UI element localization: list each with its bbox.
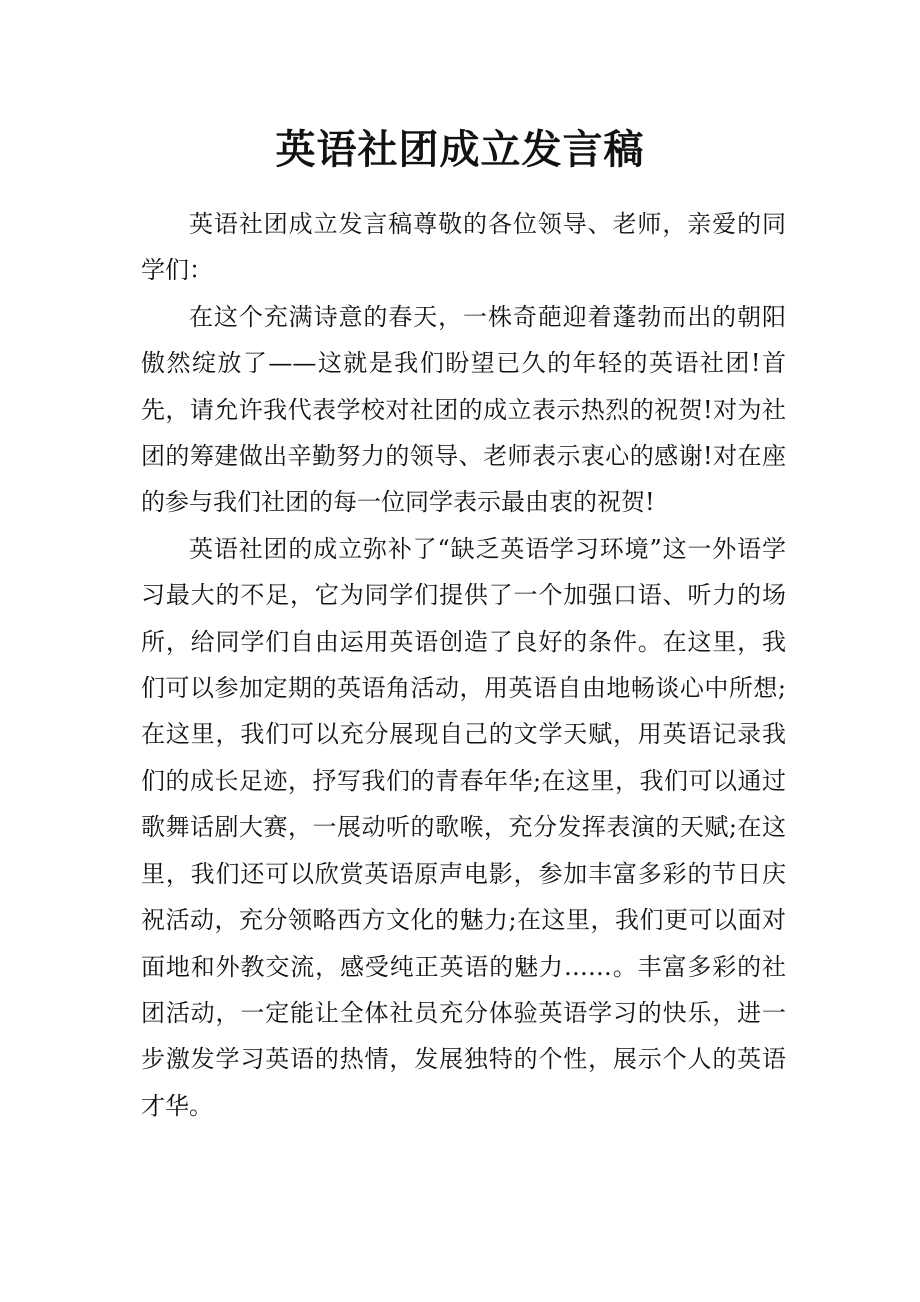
document-body	[141, 201, 786, 1129]
paragraph-activities: 英语社团的成立弥补了“缺乏英语学习环境”这一外语学习最大的不足，它为同学们提供了一个加强口语、听力的场所，给同学们自由运用英语创造了良好的条件。在这里，我们可以参加定期的英语角活动，用英语自由地畅谈心中所想;在这里，我们可以充分展现自己的文学天赋，用英语记录我们的成长足迹，抒写我们的青春年华;在这里，我们可以通过歌舞话剧大赛，一展动听的歌喉，充分发挥表演的天赋;在这里，我们还可以欣赏英语原声电影，参加丰富多彩的节日庆祝活动，充分领略西方文化的魅力;在这里，我们更可以面对面地和外教交流，感受纯正英语的魅力……。丰富多彩的社团活动，一定能让全体社员充分体验英语学习的快乐，进一步激发学习英语的热情，发展独特的个性，展示个人的英语才华。	[141, 534, 786, 1120]
paragraph-opening: 在这个充满诗意的春天，一株奇葩迎着蓬勃而出的朝阳傲然绽放了——这就是我们盼望已久的年轻的英语社团!首先，请允许我代表学校对社团的成立表示热烈的祝贺!对为社团的筹建做出辛勤努力的领导、老师表示衷心的感谢!对在座的参与我们社团的每一位同学表示最由衷的祝贺!	[141, 302, 786, 517]
document-title: 英语社团成立发言稿	[275, 126, 645, 173]
paragraph-greeting: 英语社团成立发言稿尊敬的各位领导、老师，亲爱的同学们：	[141, 210, 786, 285]
